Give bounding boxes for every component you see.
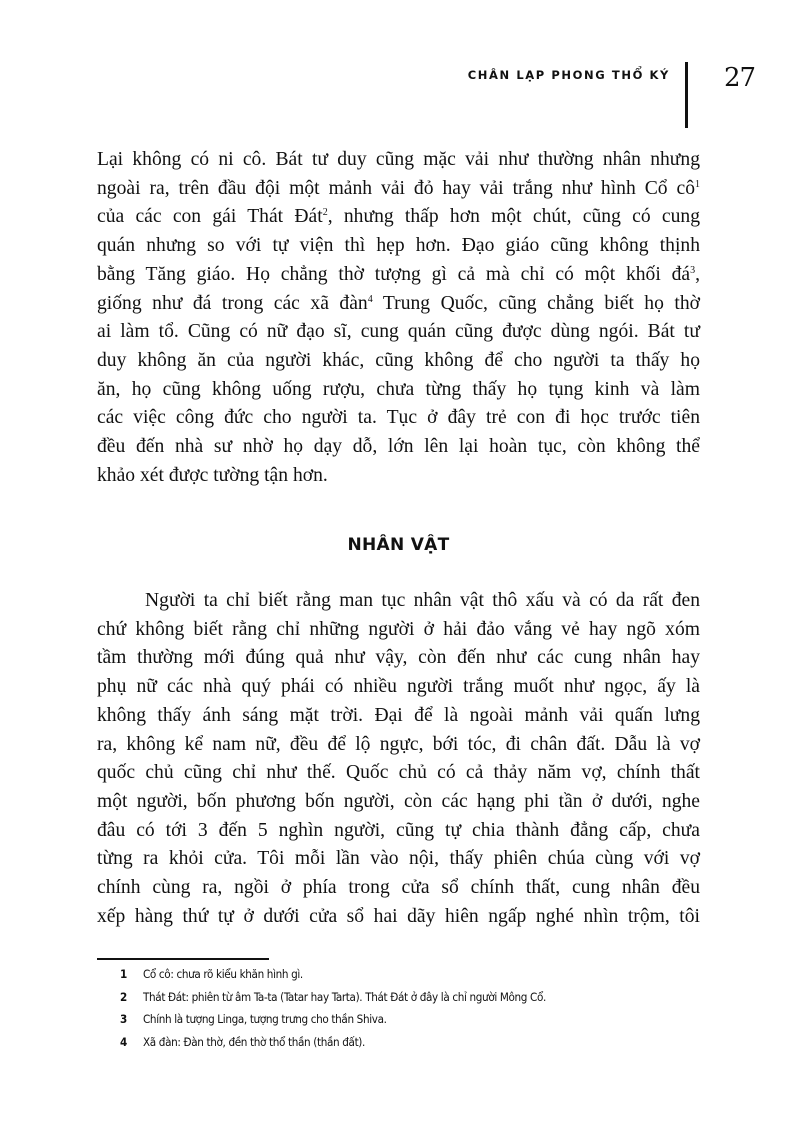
text-line: khảo xét được tường tận hơn. (97, 464, 328, 486)
footnote-text: Thát Đát: phiên từ âm Ta-ta (Tatar hay Tarta). Thát Đát ở đây là chỉ người Mông Cổ. (143, 989, 546, 1004)
footnote-ref[interactable]: 3 (690, 264, 696, 276)
footnote-number: 1 (120, 967, 127, 981)
footnote-text: Chính là tượng Linga, tượng trưng cho thần Shiva. (143, 1012, 387, 1026)
text-line: từng ra khỏi cửa. Tôi mỗi lần vào nội, thấy phiên chúa cùng với vợ (97, 848, 700, 870)
footnote-item (120, 963, 760, 986)
text-line: tầm thường mới đúng quả như vậy, còn đến như các cung nhân hay (97, 647, 700, 669)
section-heading: NHÂN VẬT (347, 535, 450, 555)
footnote-text: Cổ cô: chưa rõ kiểu khăn hình gì. (143, 967, 303, 981)
footnote-ref[interactable]: 1 (695, 178, 700, 190)
text-line: ra, không kể nam nữ, đều để lộ ngực, bới tóc, đi chân đất. Dẫu là vợ (97, 733, 700, 755)
footnote-separator (97, 958, 269, 960)
text-line: đâu có tới 3 đến 5 nghìn người, cũng tự chia thành đẳng cấp, chưa (97, 819, 700, 841)
text-line: ai làm tổ. Cũng có nữ đạo sĩ, cung quán cũng được dùng ngói. Bát tư (97, 321, 700, 343)
page-number: 27 (724, 63, 756, 93)
text-line: Người ta chỉ biết rằng man tục nhân vật thô xấu và có da rất đen (145, 590, 700, 611)
paragraph-religion (97, 146, 700, 490)
header-vertical-rule (685, 62, 688, 128)
footnote-number: 4 (120, 1034, 127, 1049)
footnote-number: 3 (120, 1012, 127, 1026)
text-line: quốc chủ cũng chỉ như thế. Quốc chủ có cả thảy năm vợ, chính thất (97, 762, 700, 784)
text-line: đều đến nhà sư nhờ họ dạy dỗ, lớn lên lại hoàn tục, còn không thể (97, 436, 700, 458)
footnote-number: 2 (120, 989, 127, 1004)
text-line: giống như đá trong các xã đàn$^4$ Trung Quốc, cũng chẳng biết họ thờ (97, 292, 701, 314)
text-line: xếp hàng thứ tự ở dưới cửa sổ hai dãy hiên ngấp nghé nhìn trộm, tôi (97, 905, 700, 927)
footnote-item (120, 1031, 760, 1054)
text-line: không thấy ánh sáng mặt trời. Đại để là ngoài mảnh vải quấn lưng (97, 704, 700, 726)
text-line: của các con gái Thát Đát$^2$, nhưng thấp hơn một chút, cũng có cung (97, 206, 700, 228)
text-line: chứ không biết rằng chỉ những người ở hải đảo vắng vẻ hay ngõ xóm (97, 618, 700, 640)
text-line: quán nhưng so với tự viện thì hẹp hơn. Đạo giáo cũng không thịnh (97, 235, 700, 257)
paragraph-people (97, 587, 700, 931)
text-line: phụ nữ các nhà quý phái có nhiều người trắng muốt như ngọc, ấy là (97, 676, 700, 698)
footnote-text: Xã đàn: Đàn thờ, đền thờ thổ thần (thần đất). (143, 1034, 365, 1049)
text-line: chính cùng ra, ngồi ở phía trong cửa sổ chính thất, cung nhân đều (97, 877, 700, 899)
footnote-item (120, 986, 760, 1009)
text-line: ăn, họ cũng không uống rượu, chưa từng thấy họ tụng kinh và làm (97, 378, 700, 400)
footnote-item (120, 1008, 760, 1031)
text-line: các việc công đức cho người ta. Tục ở đây trẻ con đi học trước tiên (97, 407, 700, 429)
footnote-ref[interactable]: 4 (367, 293, 373, 305)
text-line: duy không ăn của người khác, cũng không để cho người ta thấy họ (97, 349, 700, 371)
footnote-ref[interactable]: 2 (322, 207, 328, 219)
text-line: bằng Tăng giáo. Họ chẳng thờ tượng gì cả mà chỉ có một khối $đá^3$, (97, 263, 700, 285)
text-line: một người, bốn phương bốn người, còn các hạng phi tần ở dưới, nghe (97, 790, 700, 812)
text-line: ngoài ra, trên đầu đội một mảnh vải đỏ hay vải trắng như hình Cổ $cô^1$ (97, 177, 700, 199)
running-header-title: CHÂN LẠP PHONG THỔ KÝ (467, 68, 670, 82)
footnotes (120, 963, 760, 1053)
text-line: Lại không có ni cô. Bát tư duy cũng mặc vải như thường nhân nhưng (97, 149, 700, 170)
